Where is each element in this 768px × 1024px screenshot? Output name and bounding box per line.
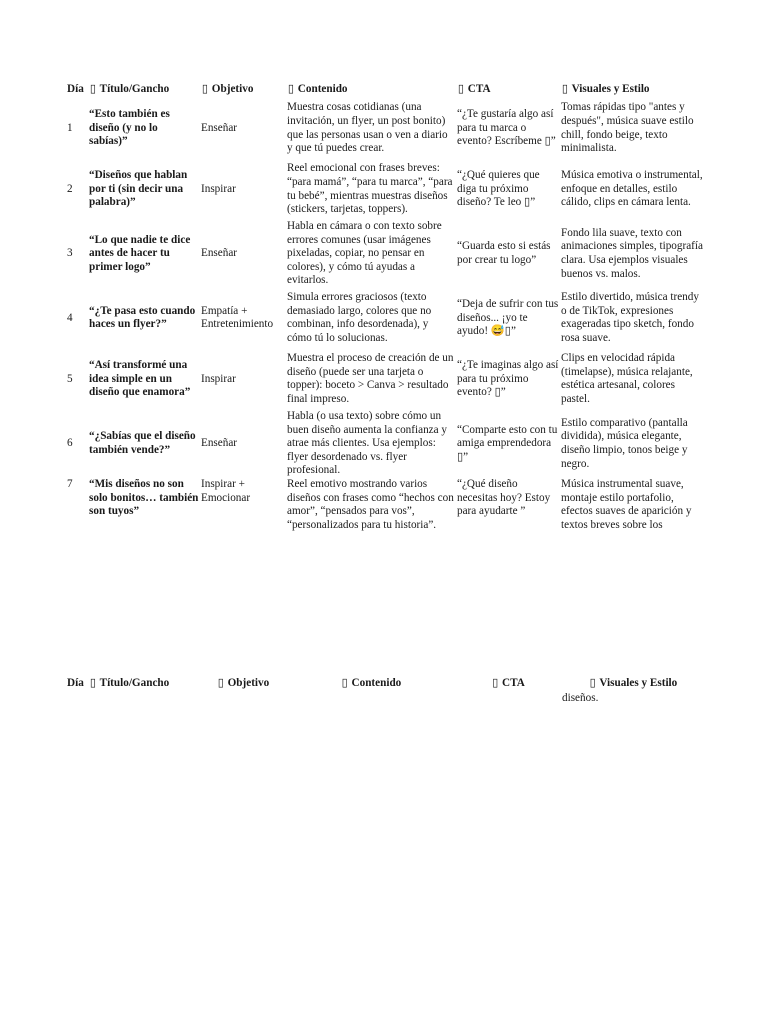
day-cell: 2 xyxy=(67,182,73,195)
content-cell: Muestra cosas cotidianas (una invitación, un flyer, un post bonito) que las personas usan o ven a diario y que tú puedes crear. xyxy=(287,101,448,155)
table-header-row xyxy=(66,82,706,98)
cta-cell: “¿Te gustaría algo así para tu marca o evento? Escríbeme ▯” xyxy=(457,108,556,148)
table-header-row xyxy=(66,676,706,692)
placeholder-icon: ▯ xyxy=(589,677,596,690)
header-objective: ▯ Objetivo xyxy=(217,677,270,690)
content-cell: Habla (o usa texto) sobre cómo un buen diseño aumenta la confianza y atrae más clientes. Usa ejemplos: flyer desordenado vs. flyer profesional. xyxy=(287,409,447,477)
header-cta: ▯ CTA xyxy=(492,677,525,690)
table-row xyxy=(66,288,706,349)
content-cell: Simula errores graciosos (texto demasiado largo, colores que no combinan, info desordenada), y cómo tú lo solucionas. xyxy=(287,291,432,345)
table-row xyxy=(66,220,706,288)
repeated-table-header xyxy=(66,676,706,692)
visuals-cell: Música emotiva o instrumental, enfoque en detalles, estilo cálido, clips en cámara lenta. xyxy=(561,169,703,209)
objective-cell: Enseñar xyxy=(201,121,238,134)
placeholder-icon: ▯ xyxy=(287,83,295,96)
visuals-cell: Estilo comparativo (pantalla dividida), música elegante, diseño limpio, tonos beige y negro. xyxy=(561,416,688,470)
placeholder-icon: ▯ xyxy=(201,83,209,96)
title-cell: “Así transformé una idea simple en un diseño que enamora” xyxy=(89,359,191,399)
visuals-cell: Fondo lila suave, texto con animaciones simples, tipografía clara. Usa ejemplos visuales buenos vs. malos. xyxy=(561,226,703,280)
content-cell: Habla en cámara o con texto sobre errores comunes (usar imágenes pixeladas, copiar, no pensar en colores), y cómo tú ayudas a evitarlos. xyxy=(287,220,442,287)
objective-cell: Inspirar xyxy=(201,182,236,195)
cta-cell: “Guarda esto si estás por crear tu logo” xyxy=(457,240,551,266)
visuals-continuation-text: diseños. xyxy=(562,692,599,704)
table-row xyxy=(66,159,706,220)
visuals-cell: Estilo divertido, música trendy o de TikTok, expresiones exageradas tipo sketch, fondo rosa suave. xyxy=(561,291,699,345)
header-visuals: ▯ Visuales y Estilo xyxy=(589,677,678,690)
header-title: ▯ Título/Gancho xyxy=(89,677,170,690)
table-row xyxy=(66,478,706,539)
header-visuals: ▯ Visuales y Estilo xyxy=(561,83,650,96)
header-cta: ▯ CTA xyxy=(457,83,491,96)
content-cell: Reel emocional con frases breves: “para mamá”, “para tu marca”, “para tu bebé”, mientras muestras diseños (stickers, tarjetas, toppers). xyxy=(287,162,453,216)
day-cell: 5 xyxy=(67,372,73,385)
cta-cell: “Comparte esto con tu amiga emprendedora ▯” xyxy=(457,423,558,463)
content-cell: Reel emotivo mostrando varios diseños con frases como “hechos con amor”, “pensados para vos”, “personalizados para tu historia”. xyxy=(287,477,454,531)
title-cell: “Mis diseños no son solo bonitos… también son tuyos” xyxy=(89,477,199,518)
placeholder-icon: ▯ xyxy=(457,83,465,96)
table-row xyxy=(66,349,706,410)
header-day: Día xyxy=(67,83,84,96)
content-plan-table xyxy=(66,82,706,539)
placeholder-icon: ▯ xyxy=(492,677,499,690)
header-title: ▯ Título/Gancho xyxy=(89,83,170,96)
header-content: ▯ Contenido xyxy=(341,677,402,690)
cta-cell: “¿Te imaginas algo así para tu próximo evento? ▯” xyxy=(457,359,559,399)
objective-cell: Inspirar xyxy=(201,372,236,385)
day-cell: 4 xyxy=(67,311,73,324)
cta-cell: “¿Qué quieres que diga tu próximo diseño? Te leo ▯” xyxy=(457,169,540,209)
content-cell: Muestra el proceso de creación de un diseño (puede ser una tarjeta o topper): boceto > Canva > resultado final impreso. xyxy=(287,352,454,406)
title-cell: “¿Te pasa esto cuando haces un flyer?” xyxy=(89,304,196,331)
visuals-cell: Tomas rápidas tipo "antes y después", música suave estilo chill, fondo beige, texto minimalista. xyxy=(561,101,694,155)
placeholder-icon: ▯ xyxy=(217,677,224,690)
title-cell: “¿Sabías que el diseño también vende?” xyxy=(89,430,196,456)
table-row xyxy=(66,410,706,478)
day-cell: 1 xyxy=(67,121,73,134)
placeholder-icon: ▯ xyxy=(89,83,97,96)
header-content: ▯ Contenido xyxy=(287,83,348,96)
title-cell: “Diseños que hablan por ti (sin decir una palabra)” xyxy=(89,169,188,209)
header-objective: ▯ Objetivo xyxy=(201,83,254,96)
title-cell: “Esto también es diseño (y no lo sabías)” xyxy=(89,108,170,148)
cta-cell: “Deja de sufrir con tus diseños... ¡yo te ayudo! 😅▯” xyxy=(457,298,559,338)
title-cell: “Lo que nadie te dice antes de hacer tu primer logo” xyxy=(89,233,191,273)
cta-cell: “¿Qué diseño necesitas hoy? Estoy para ayudarte ” xyxy=(457,477,551,518)
day-cell: 7 xyxy=(67,477,73,490)
header-day: Día xyxy=(67,677,84,690)
objective-cell: Enseñar xyxy=(201,247,238,260)
day-cell: 6 xyxy=(67,437,73,450)
objective-cell: Empatía + Entretenimiento xyxy=(201,304,274,331)
placeholder-icon: ▯ xyxy=(89,677,97,690)
day-cell: 3 xyxy=(67,247,73,260)
objective-cell: Inspirar + Emocionar xyxy=(201,477,251,504)
placeholder-icon: ▯ xyxy=(341,677,348,690)
visuals-cell: Clips en velocidad rápida (timelapse), música relajante, estética artesanal, colores pastel. xyxy=(561,352,693,406)
objective-cell: Enseñar xyxy=(201,437,238,450)
placeholder-icon: ▯ xyxy=(561,83,569,96)
table-row xyxy=(66,98,706,159)
visuals-cell: Música instrumental suave, montaje estilo portafolio, efectos suaves de aparición y textos breves sobre los xyxy=(561,477,692,531)
